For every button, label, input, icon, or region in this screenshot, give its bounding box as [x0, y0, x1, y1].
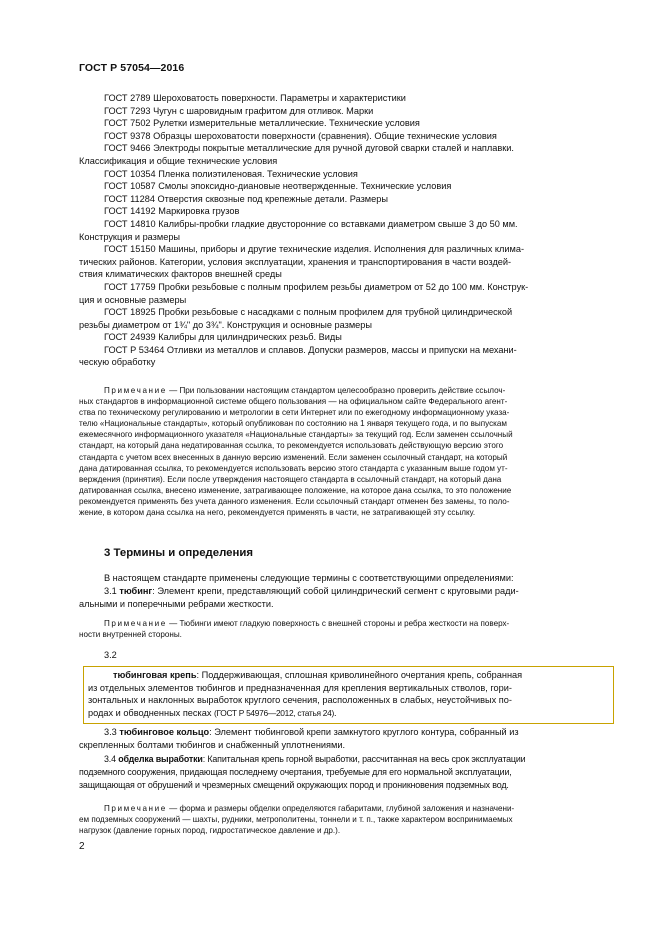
reference-item [79, 205, 613, 218]
reference-line: ГОСТ 18925 Пробки резьбовые с насадками с полным профилем для трубной цилиндрической [104, 307, 513, 318]
reference-item [79, 193, 613, 206]
reference-line: ГОСТ 24939 Калибры для цилиндрических резьб. Виды [104, 332, 342, 343]
note-line: рекомендуется применять без учета данного изменения. Если ссылочный стандарт отменен без замены, то поло- [79, 496, 510, 506]
reference-line: ГОСТ 10354 Пленка полиэтиленовая. Технические условия [104, 168, 358, 179]
reference-item [79, 180, 613, 193]
reference-item [79, 168, 613, 181]
term-name: тюбинговое кольцо [119, 727, 210, 737]
term-number: 3.3 [104, 727, 120, 737]
term-text: защищающая от обрушений и чрезмерных смещений окружающих пород и проникновения подземных вод. [79, 779, 509, 790]
term-number: 3.4 [104, 754, 119, 764]
reference-line: ГОСТ 15150 Машины, приборы и другие технические изделия. Исполнения для различных клима- [104, 244, 525, 255]
section-heading: 3 Термины и определения [104, 547, 254, 559]
note-line: дана датированная ссылка, то рекомендуется использовать версию этого стандарта с указанным выше годом ут- [79, 463, 508, 473]
term-text: : Поддерживающая, сплошная криволинейного очертания крепь, собранная [196, 670, 523, 680]
note-line: Тюбинги имеют гладкую поверхность с внешней стороны и ребра жесткости на поверх- [179, 619, 510, 628]
term-text: подземного сооружения, придающая последнему очертания, требуемые для его нормальной эксплуатации, [79, 766, 512, 777]
page-number: 2 [79, 841, 85, 852]
note-line: ем подземных сооружений — шахты, рудники, метрополитены, тоннели и т. п., также характером воспринимаемых [79, 815, 513, 825]
reference-line: ГОСТ 7502 Рулетки измерительные металлические. Технические условия [104, 118, 420, 129]
reference-line: ГОСТ 9378 Образцы шероховатости поверхности (сравнения). Общие технические условия [104, 130, 497, 141]
note-line: датированная ссылка, внесено изменение, затрагивающее положение, на которое дана ссылка, то это положение [79, 485, 512, 495]
term-text: родах и обводненных песках [88, 708, 214, 719]
reference-item [79, 218, 613, 243]
note-lining [79, 803, 613, 836]
note-line: ности внутренней стороны. [79, 630, 182, 640]
reference-line: ГОСТ 7293 Чугун с шаровидным графитом для отливок. Марки [104, 105, 374, 116]
reference-item [79, 281, 613, 306]
reference-item [79, 243, 613, 281]
reference-line: ГОСТ 11284 Отверстия сквозные под крепежные детали. Размеры [104, 193, 388, 204]
note-references [79, 385, 613, 518]
term-name: обделка выработки [118, 754, 203, 764]
document-header: ГОСТ Р 57054—2016 [79, 62, 185, 74]
reference-line: Классификация и общие технические условия [79, 155, 278, 166]
reference-line: ГОСТ 9466 Электроды покрытые металлические для ручной дуговой сварки сталей и наплавки. [104, 143, 514, 154]
note-label: Примечание [104, 804, 167, 813]
section-intro [79, 572, 613, 585]
normative-references-list [79, 92, 613, 369]
reference-item [79, 344, 613, 369]
note-line: стандарта с учетом всех внесенных в данную версию изменений. Если заменен ссылочный стандарт, на который [79, 452, 508, 462]
reference-item [79, 92, 613, 105]
note-line: стандарт, на который дана недатированная ссылка, то рекомендуется использовать действующую версию этого [79, 441, 504, 451]
term-text: скрепленных болтами тюбингов и снабженный уплотнениями. [79, 739, 346, 750]
reference-line: резьбы диаметром от 1¾" до 3¾". Конструкция и основные размеры [79, 319, 373, 330]
reference-item [79, 130, 613, 143]
term-name: тюбинговая крепь [113, 670, 197, 680]
reference-line: ГОСТ Р 53464 Отливки из металлов и сплавов. Допуски размеров, массы и припуски на механи- [104, 344, 517, 355]
section-body [79, 572, 613, 610]
note-dash: — [166, 804, 180, 813]
reference-item [79, 105, 613, 118]
note-line: ных стандартов в информационной системе общего пользования — на официальном сайте Федерального агент- [79, 397, 508, 407]
reference-item [79, 142, 613, 167]
term-definition-3-1 [79, 585, 613, 611]
term-text: : Капитальная крепь горной выработки, рассчитанная на весь срок эксплуатации [202, 754, 526, 764]
reference-line: Конструкция и размеры [79, 231, 181, 242]
note-line: нагрузок (давление горных пород, гидростатическое давление и др.). [79, 826, 341, 836]
term-definition-3-4 [79, 753, 613, 791]
term-text: : Элемент тюбинговой крепи замкнутого круглого контура, собранный из [209, 727, 519, 737]
note-dash: — [166, 386, 180, 395]
note-tubing [79, 618, 613, 640]
note-line: При пользовании настоящим стандартом целесообразно проверить действие ссылоч- [179, 386, 506, 395]
reference-line: ГОСТ 14810 Калибры-пробки гладкие двусторонние со вставками диаметром свыше 3 до 50 мм. [104, 218, 518, 229]
note-line: телю «Национальные стандарты», который опубликован по состоянию на 1 января текущего года, и по выпускам [79, 419, 507, 429]
note-label: Примечание [104, 619, 167, 628]
reference-line: ция и основные размеры [79, 294, 187, 305]
term-number: 3.2 [104, 650, 117, 660]
term-definition-3-2 [88, 669, 609, 720]
term-text: зонтальных и наклонных выработок круглого сечения, расположенных в слабых, неустойчивых по- [88, 695, 512, 706]
reference-item [79, 331, 613, 344]
term-end: . [334, 708, 337, 719]
term-definition-3-3 [79, 726, 613, 752]
source-reference: (ГОСТ Р 54976—2012, статья 24) [213, 708, 334, 719]
note-line: форма и размеры обделки определяются габаритами, глубиной заложения и назначени- [179, 804, 515, 813]
note-label: Примечание [104, 386, 167, 395]
note-dash: — [166, 619, 180, 628]
note-line: верждения (принятия). Если после утверждения настоящего стандарта в ссылочный стандарт, на который дана [79, 474, 502, 484]
reference-item [79, 306, 613, 331]
note-line: жение, в котором дана ссылка на него, рекомендуется применять в части, не затрагивающей эту ссылку. [79, 508, 476, 518]
reference-line: ГОСТ 2789 Шероховатость поверхности. Параметры и характеристики [104, 93, 406, 103]
term-number: 3.1 [104, 585, 120, 596]
reference-line: тических районов. Категории, условия эксплуатации, хранения и транспортирования в части воздей- [79, 256, 512, 267]
term-text: : Элемент крепи, представляющий собой цилиндрический сегмент с круговыми ради- [152, 585, 519, 596]
term-name: тюбинг [119, 585, 153, 596]
reference-line: ствия климатических факторов внешней среды [79, 269, 282, 280]
term-text: альными и поперечными ребрами жесткости. [79, 598, 274, 609]
term-text: из отдельных элементов тюбингов и предназначенная для крепления вертикальных стволов, гори- [88, 682, 512, 693]
note-line: ежемесячного информационного указателя «Национальные стандарты» за текущий год. Если заменен ссылочный [79, 430, 513, 440]
note-line: ства по техническому регулированию и метрологии в сети Интернет или по ежегодному информационному указа- [79, 408, 510, 418]
reference-line: ГОСТ 17759 Пробки резьбовые с полным профилем резьбы диаметром от 52 до 100 мм. Конструк- [104, 281, 529, 292]
term-definition-3-2-box [83, 666, 614, 724]
reference-line: ческую обработку [79, 357, 156, 368]
reference-line: ГОСТ 14192 Маркировка грузов [104, 206, 240, 217]
reference-line: ГОСТ 10587 Смолы эпоксидно-диановые неотвержденные. Технические условия [104, 181, 452, 192]
intro-text: В настоящем стандарте применены следующие термины с соответствующими определениями: [104, 573, 514, 583]
reference-item [79, 117, 613, 130]
